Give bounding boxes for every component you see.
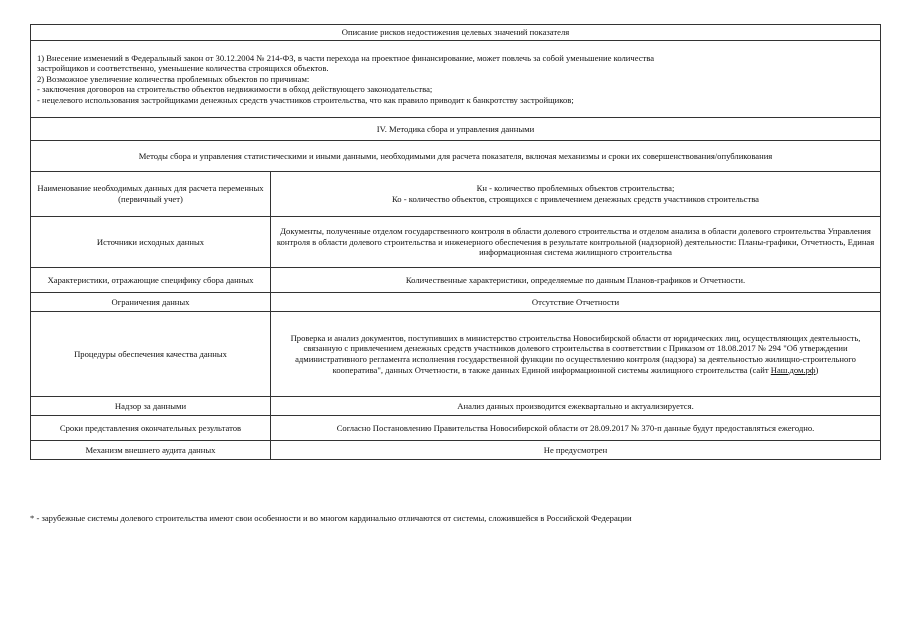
- sources-value: Документы, полученные отделом государственного контроля в области долевого строительства и отделом анализа в области долевого строительства Управления контроля в области долевого строительства и инженерного обеспечения в результате контрольной (надзорной) деятельности: Планы-графики, Отчетность, Единая информационная система жилищного строительства: [271, 217, 881, 268]
- risk-line: 1) Внесение изменений в Федеральный закон от 30.12.2004 № 214-ФЗ, в части перехода на проектное финансирование, может повлечь за собой уменьшение количества: [37, 52, 655, 63]
- risk-line: - нецелевого использования застройщиками денежных средств участников строительства, что как правило приводит к банкротству застройщиков;: [37, 94, 574, 105]
- limits-value: Отсутствие Отчетности: [271, 293, 881, 312]
- section-title: IV. Методика сбора и управления данными: [31, 118, 881, 141]
- document-page: [30, 24, 880, 460]
- characteristics-label: Характеристики, отражающие специфику сбора данных: [31, 268, 271, 293]
- table-row: [31, 312, 881, 397]
- vars-value: [271, 172, 881, 217]
- terms-value: Согласно Постановлению Правительства Новосибирской области от 28.09.2017 № 370-п данные будут предоставляться ежегодно.: [271, 416, 881, 441]
- section-title-row: [31, 118, 881, 141]
- characteristics-value: Количественные характеристики, определяемые по данным Планов-графиков и Отчетности.: [271, 268, 881, 293]
- sources-label: Источники исходных данных: [31, 217, 271, 268]
- quality-label: Процедуры обеспечения качества данных: [31, 312, 271, 397]
- risk-line: застройщиков и соответственно, уменьшение количества строящихся объектов.: [37, 63, 329, 74]
- quality-value: [271, 312, 881, 397]
- limits-label: Ограничения данных: [31, 293, 271, 312]
- table-row: [31, 293, 881, 312]
- supervision-value: Анализ данных производится ежеквартально и актуализируется.: [271, 397, 881, 416]
- risks-row: [31, 41, 881, 118]
- quality-text: Проверка и анализ документов, поступивших в министерство строительства Новосибирской области от юридических лиц, осуществляющих деятельность, связанную с привлечением денежных средств участников долевого строительства в соответствии с Приказом от 18.08.2017 № 294 "Об утверждении административного регламента исполнения государственной функции по осуществлению контроля (надзора) за деятельностью жилищно-строительного кооператива", данных Отчетности, в также данных Единой информационной системы жилищного строительства (сайт: [290, 332, 861, 375]
- section-subtitle-row: [31, 141, 881, 172]
- risks-title: Описание рисков недостижения целевых значений показателя: [31, 25, 881, 41]
- table-row: [31, 217, 881, 268]
- vars-value-line: Кн - количество проблемных объектов строительства;: [476, 183, 675, 194]
- supervision-label: Надзор за данными: [31, 397, 271, 416]
- table-row: [31, 268, 881, 293]
- quality-end: ): [815, 364, 819, 375]
- section-subtitle: Методы сбора и управления статистическими и иными данными, необходимыми для расчета показателя, включая механизмы и сроки их совершенствования/опубликования: [31, 141, 881, 172]
- methodology-table: [30, 24, 881, 460]
- vars-label: Наименование необходимых данных для расчета переменных (первичный учет): [31, 172, 271, 217]
- footnote: * - зарубежные системы долевого строительства имеют свои особенности и во многом кардинально отличаются от системы, сложившейся в Российской Федерации: [30, 513, 632, 523]
- table-row: [31, 397, 881, 416]
- risk-line: 2) Возможное увеличение количества проблемных объектов по причинам:: [37, 73, 310, 84]
- risks-title-row: [31, 25, 881, 41]
- risks-description: [31, 41, 881, 118]
- table-row: [31, 441, 881, 460]
- audit-value: Не предусмотрен: [271, 441, 881, 460]
- table-row: [31, 416, 881, 441]
- vars-value-line: Ко - количество объектов, строящихся с привлечением денежных средств участников строительства: [392, 194, 759, 204]
- terms-label: Сроки представления окончательных результатов: [31, 416, 271, 441]
- quality-link[interactable]: Наш.дом.рф: [770, 364, 816, 375]
- table-row: [31, 172, 881, 217]
- audit-label: Механизм внешнего аудита данных: [31, 441, 271, 460]
- risk-line: - заключения договоров на строительство объектов недвижимости в обход действующего законодательства;: [37, 84, 433, 95]
